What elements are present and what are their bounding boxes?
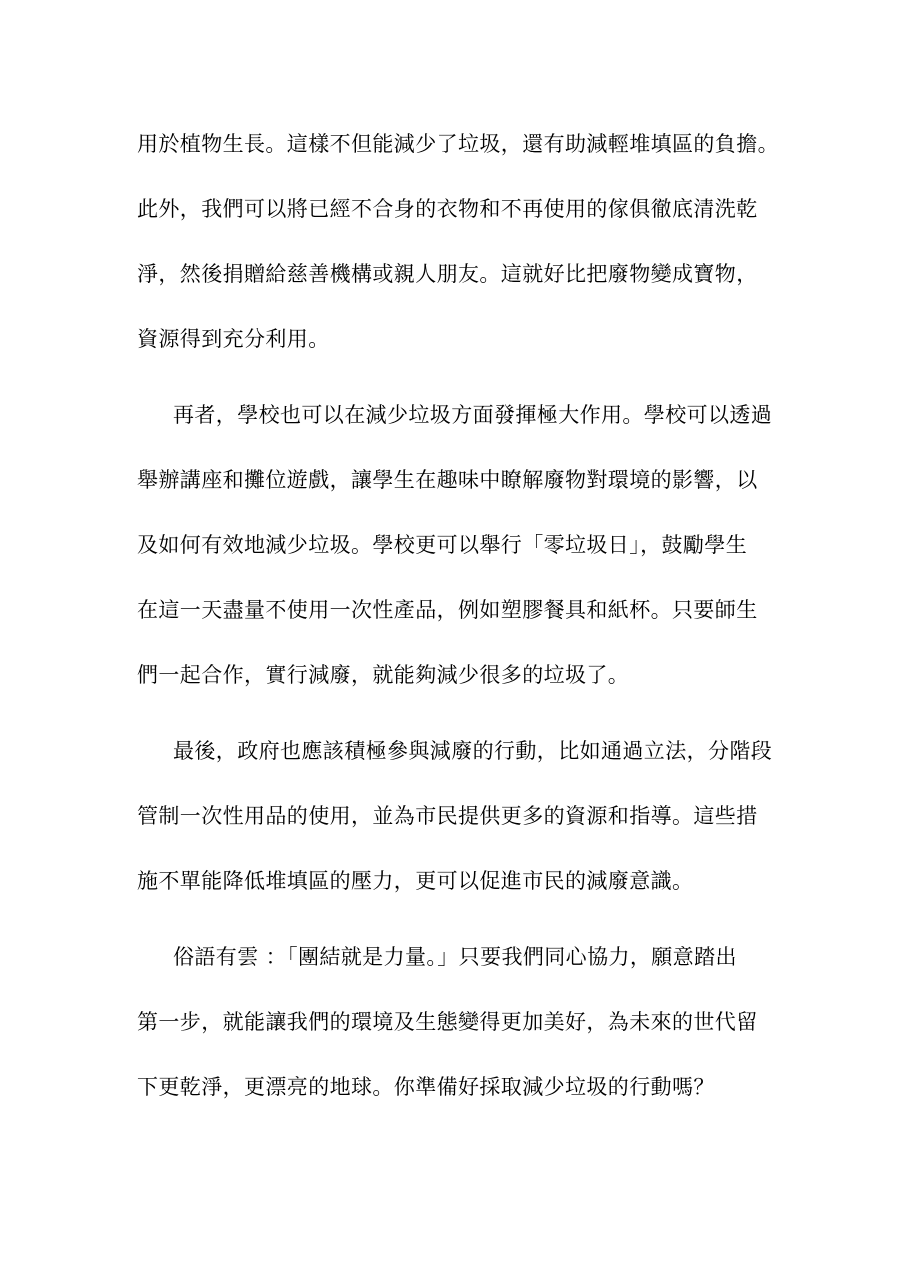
text-line: 此外，我們可以將已經不合身的衣物和不再使用的傢俱徹底清洗乾 — [137, 197, 758, 221]
document-body — [137, 129, 777, 1103]
paragraph-first-line: 再者，學校也可以在減少垃圾方面發揮極大作用。學校可以透過 — [173, 403, 773, 427]
text-line: 第一步，就能讓我們的環境及生態變得更加美好，為未來的世代留 — [137, 1010, 758, 1034]
text-line: 們一起合作，實行減廢，就能夠減少很多的垃圾了。 — [137, 663, 630, 687]
text-line: 在這一天盡量不使用一次性產品，例如塑膠餐具和紙杯。只要師生 — [137, 598, 758, 622]
paragraph-first-line: 俗語有雲 ：「團結就是力量。」只要我們同心協力，願意踏出 — [173, 945, 737, 969]
text-line: 資源得到充分利用。 — [137, 327, 330, 351]
text-line: 淨，然後捐贈給慈善機構或親人朋友。這就好比把廢物變成寶物， — [137, 262, 758, 286]
text-line: 下更乾淨，更漂亮的地球。你準備好採取減少垃圾的行動嗎？ — [137, 1075, 715, 1099]
text-line: 及如何有效地減少垃圾。學校更可以舉行「零垃圾日」，鼓勵學生 — [137, 533, 748, 557]
text-line: 施不單能降低堆填區的壓力，更可以促進市民的減廢意識。 — [137, 869, 694, 893]
paragraph-first-line: 最後，政府也應該積極參與減廢的行動，比如通過立法，分階段 — [173, 739, 773, 763]
text-line: 用於植物生長。這樣不但能減少了垃圾，還有助減輕堆填區的負擔。 — [137, 132, 779, 156]
text-line: 管制一次性用品的使用，並為市民提供更多的資源和指導。這些措 — [137, 804, 758, 828]
text-line: 舉辦講座和攤位遊戲，讓學生在趣味中瞭解廢物對環境的影響，以 — [137, 468, 758, 492]
